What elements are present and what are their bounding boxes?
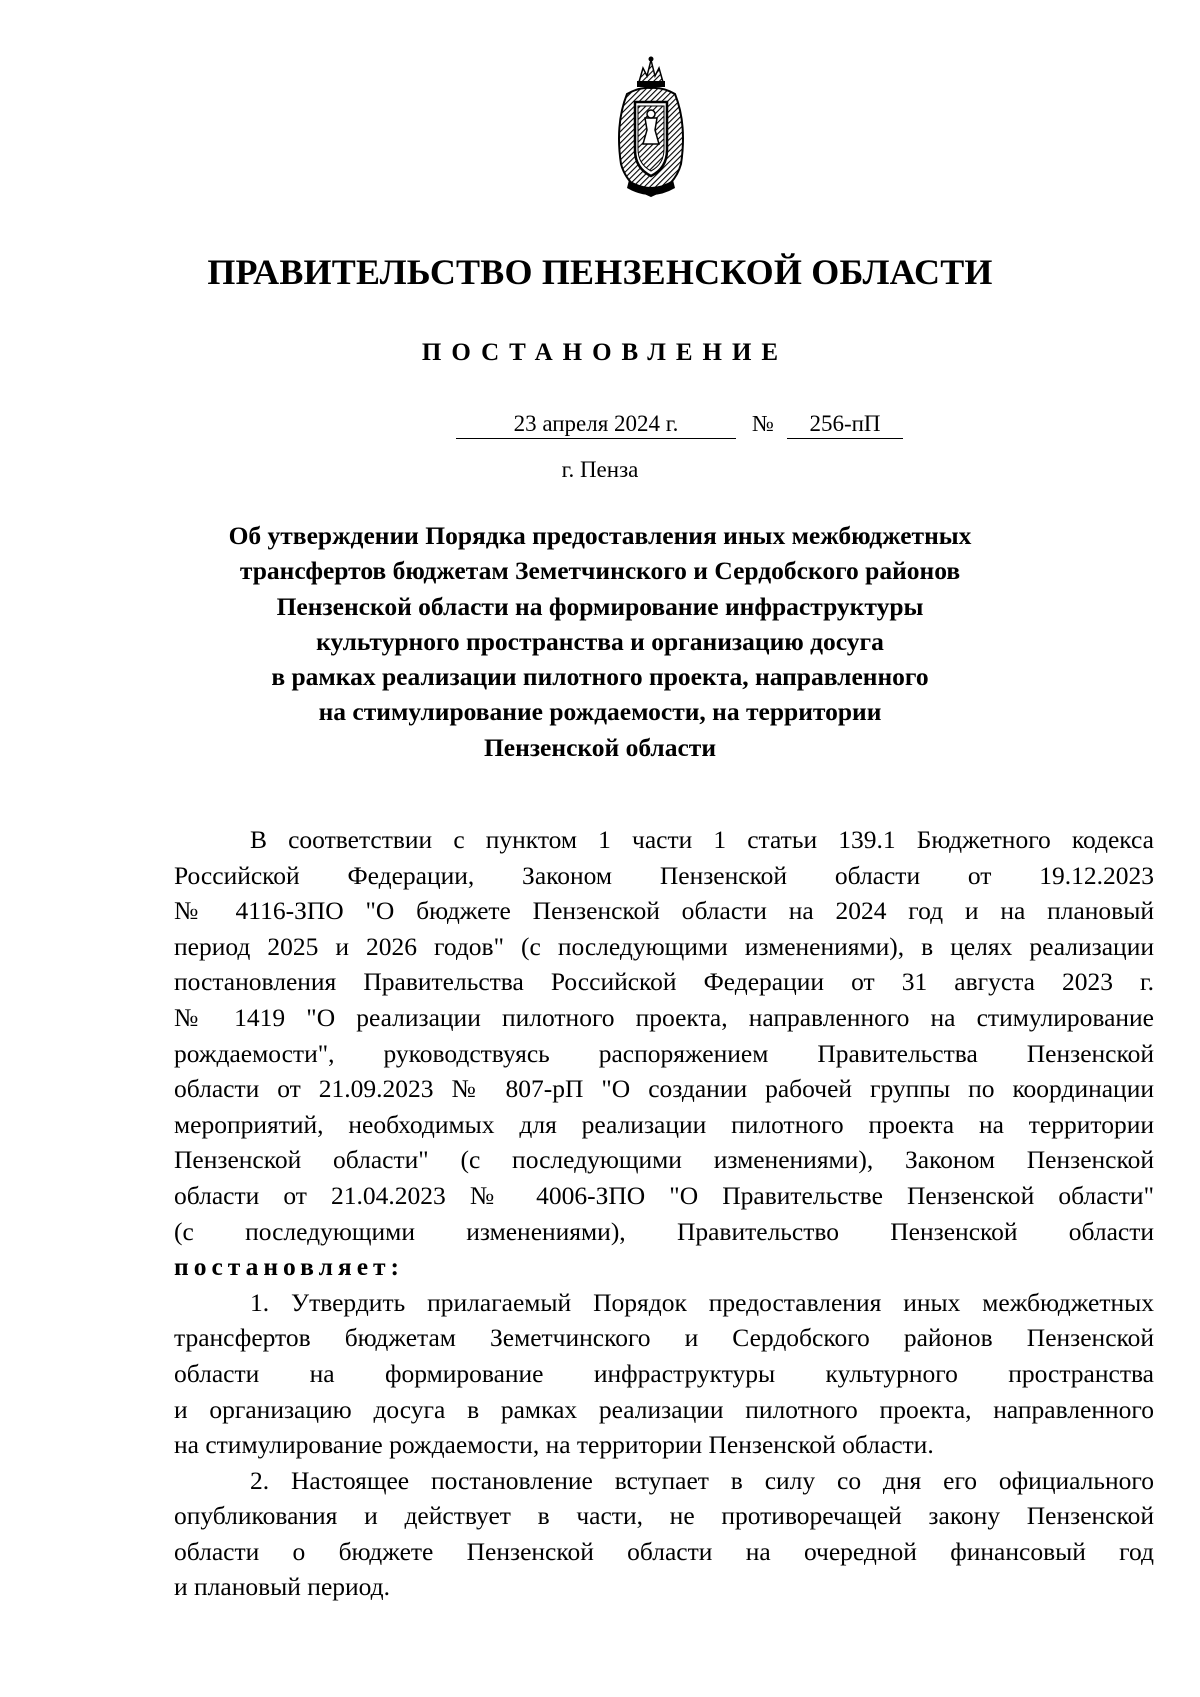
title-line: Пензенской области на формирование инфраструктуры — [276, 591, 924, 621]
document-title — [160, 518, 1040, 765]
title-line: культурного пространства и организацию досуга — [316, 626, 884, 656]
body-line: опубликования и действует в части, не противоречащей закону Пензенской — [174, 1501, 1154, 1531]
document-date: 23 апреля 2024 г. — [456, 410, 736, 439]
body-line: рождаемости", руководствуясь распоряжением Правительства Пензенской — [174, 1038, 1154, 1068]
body-line: трансфертов бюджетам Земетчинского и Сердобского районов Пензенской — [174, 1323, 1154, 1353]
body-line: постановления Правительства Российской Федерации от 31 августа 2023 г. — [174, 967, 1154, 997]
title-line: на стимулирование рождаемости, на территории — [318, 697, 882, 727]
body-line: 2. Настоящее постановление вступает в силу со дня его официального — [250, 1465, 1154, 1495]
body-line: области о бюджете Пензенской области на очередной финансовый год — [174, 1536, 1154, 1566]
document-body — [174, 822, 1154, 1605]
title-line: в рамках реализации пилотного проекта, направленного — [271, 662, 929, 692]
body-line: мероприятий, необходимых для реализации пилотного проекта на территории — [174, 1109, 1154, 1139]
body-line: 1. Утвердить прилагаемый Порядок предоставления иных межбюджетных — [250, 1287, 1154, 1317]
body-line: и организацию досуга в рамках реализации пилотного проекта, направленного — [174, 1394, 1154, 1424]
organization-name: ПРАВИТЕЛЬСТВО ПЕНЗЕНСКОЙ ОБЛАСТИ — [207, 252, 993, 292]
resolves-word: постановляет: — [174, 1252, 405, 1282]
body-line: Пензенской области" (с последующими изменениями), Законом Пензенской — [174, 1145, 1154, 1175]
body-line: и плановый период. — [174, 1572, 391, 1602]
body-line: (с последующими изменениями), Правительство Пензенской области — [174, 1216, 1154, 1246]
body-line: области от 21.04.2023 № 4006-ЗПО "О Правительстве Пензенской области" — [174, 1180, 1154, 1210]
body-line: № 1419 "О реализации пилотного проекта, направленного на стимулирование — [174, 1002, 1154, 1032]
number-sign: № — [752, 411, 774, 436]
document-city: г. Пенза — [561, 457, 639, 482]
title-line: Об утверждении Порядка предоставления иных межбюджетных — [228, 521, 972, 550]
coat-of-arms-emblem — [601, 54, 701, 204]
body-line: Российской Федерации, Законом Пензенской области от 19.12.2023 — [174, 860, 1154, 890]
document-type: ПОСТАНОВЛЕНИЕ — [421, 339, 789, 366]
body-line: период 2025 и 2026 годов" (с последующими изменениями), в целях реализации — [174, 931, 1154, 961]
body-line: № 4116-ЗПО "О бюджете Пензенской области на 2024 год и на плановый — [174, 896, 1154, 926]
body-line: на стимулирование рождаемости, на территории Пензенской области. — [174, 1430, 934, 1460]
body-line: области на формирование инфраструктуры культурного пространства — [174, 1358, 1154, 1388]
body-line: области от 21.09.2023 № 807-рП "О создании рабочей группы по координации — [174, 1074, 1154, 1104]
document-number: 256-пП — [787, 410, 903, 439]
title-line: трансфертов бюджетам Земетчинского и Сердобского районов — [239, 556, 961, 586]
body-line: В соответствии с пунктом 1 части 1 статьи 139.1 Бюджетного кодекса — [250, 825, 1154, 854]
title-line: Пензенской области — [483, 732, 717, 762]
